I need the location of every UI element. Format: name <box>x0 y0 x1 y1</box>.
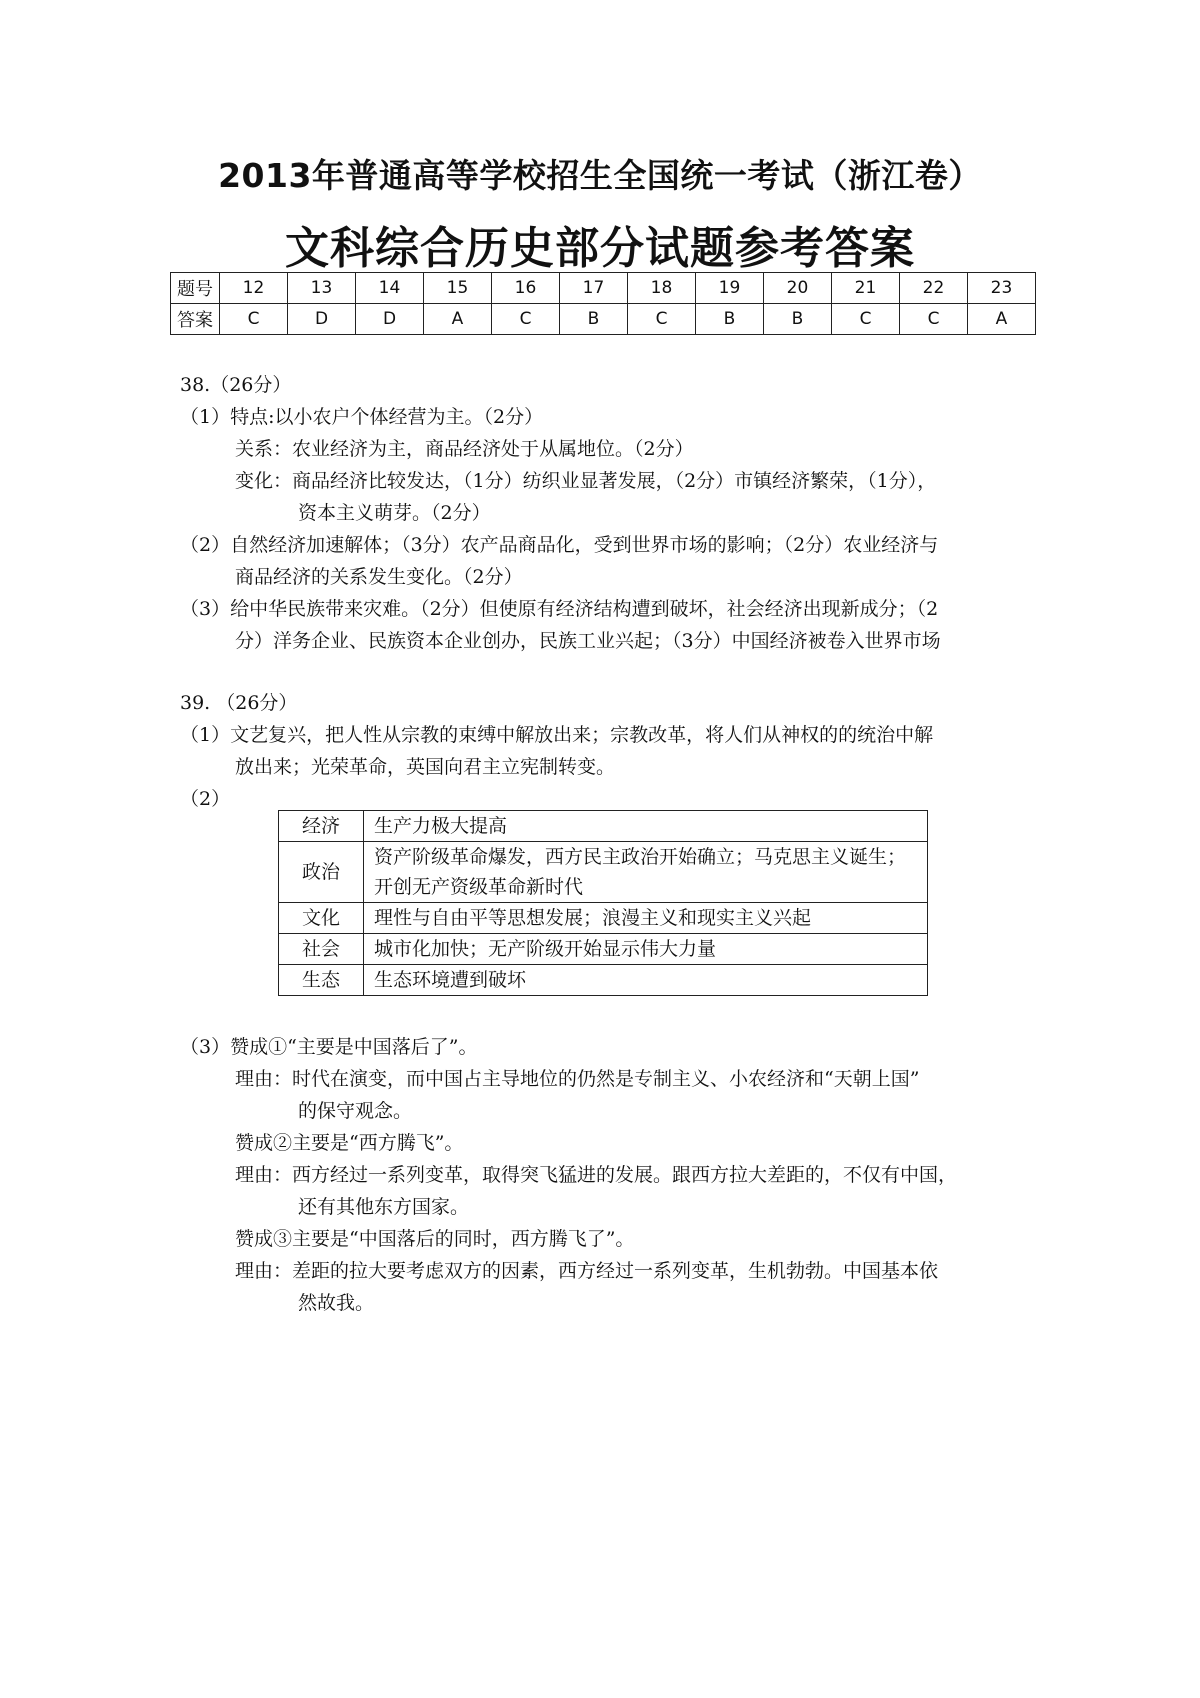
q38-line: （2）自然经济加速解体；（3分）农产品商品化，受到世界市场的影响；（2分）农业经济与 <box>180 534 939 556</box>
question-number-row <box>171 273 1036 304</box>
q38-line: 商品经济的关系发生变化。（2分） <box>235 566 523 588</box>
answer-cell: C <box>832 304 900 335</box>
summary-category: 经济 <box>279 811 364 842</box>
q39-part3-line: 理由：差距的拉大要考虑双方的因素，西方经过一系列变革，生机勃勃。中国基本依 <box>235 1260 939 1282</box>
question-number-cell: 13 <box>288 273 356 304</box>
q39-part2-label: （2） <box>180 788 231 810</box>
summary-content: 理性与自由平等思想发展；浪漫主义和现实主义兴起 <box>364 903 928 934</box>
summary-content: 生态环境遭到破坏 <box>364 965 928 996</box>
q39-part3-line: 赞成③主要是“中国落后的同时，西方腾飞了”。 <box>235 1228 635 1250</box>
answer-key-title: 文科综合历史部分试题参考答案 <box>285 223 915 274</box>
q39-part1-line: （1）文艺复兴，把人性从宗教的束缚中解放出来；宗教改革，将人们从神权的的统治中解 <box>180 724 934 746</box>
q39-part3-line: 理由：时代在演变，而中国占主导地位的仍然是专制主义、小农经济和“天朝上国” <box>235 1068 920 1090</box>
summary-category: 社会 <box>279 934 364 965</box>
question-number-cell: 14 <box>356 273 424 304</box>
summary-content: 生产力极大提高 <box>364 811 928 842</box>
exam-title: 2013年普通高等学校招生全国统一考试（浙江卷） <box>218 156 982 195</box>
q39-part3-line: 然故我。 <box>298 1292 375 1314</box>
answer-cell: B <box>764 304 832 335</box>
summary-row <box>279 903 928 934</box>
q39-part3-line: （3）赞成①“主要是中国落后了”。 <box>180 1036 478 1058</box>
q38-line: （3）给中华民族带来灾难。（2分）但使原有经济结构遭到破坏，社会经济出现新成分；（2 <box>180 598 939 620</box>
question-number-cell: 22 <box>900 273 968 304</box>
summary-content: 资产阶级革命爆发，西方民主政治开始确立；马克思主义诞生；开创无产资级革命新时代 <box>364 842 928 903</box>
q38-line: 分）洋务企业、民族资本企业创办，民族工业兴起；（3分）中国经济被卷入世界市场 <box>235 630 941 652</box>
question-number-cell: 23 <box>968 273 1036 304</box>
q39-heading: 39. （26分） <box>180 692 298 714</box>
q38-line: 资本主义萌芽。（2分） <box>298 502 491 524</box>
summary-row <box>279 965 928 996</box>
summary-row <box>279 934 928 965</box>
answer-cell: C <box>492 304 560 335</box>
summary-content: 城市化加快；无产阶级开始显示伟大力量 <box>364 934 928 965</box>
summary-category: 生态 <box>279 965 364 996</box>
q39-part3-line: 赞成②主要是“西方腾飞”。 <box>235 1132 464 1154</box>
western-change-summary-table <box>278 810 928 996</box>
summary-category: 文化 <box>279 903 364 934</box>
answer-cell: B <box>696 304 764 335</box>
q39-part1-line: 放出来；光荣革命，英国向君主立宪制转变。 <box>235 756 616 778</box>
answer-row <box>171 304 1036 335</box>
question-number-cell: 18 <box>628 273 696 304</box>
q39-part3-line: 理由：西方经过一系列变革，取得突飞猛进的发展。跟西方拉大差距的，不仅有中国， <box>235 1164 958 1186</box>
answer-cell: C <box>220 304 288 335</box>
question-number-cell: 12 <box>220 273 288 304</box>
answer-cell: D <box>288 304 356 335</box>
multiple-choice-answer-table <box>170 272 1036 335</box>
summary-row <box>279 842 928 903</box>
question-number-cell: 21 <box>832 273 900 304</box>
question-number-header: 题号 <box>171 273 220 304</box>
q38-heading: 38.（26分） <box>180 374 292 396</box>
answer-cell: C <box>628 304 696 335</box>
question-number-cell: 16 <box>492 273 560 304</box>
question-number-cell: 17 <box>560 273 628 304</box>
summary-category: 政治 <box>279 842 364 903</box>
answer-cell: C <box>900 304 968 335</box>
q39-part3-line: 还有其他东方国家。 <box>298 1196 470 1218</box>
question-number-cell: 15 <box>424 273 492 304</box>
answer-cell: B <box>560 304 628 335</box>
q38-line: 变化：商品经济比较发达，（1分）纺织业显著发展，（2分）市镇经济繁荣，（1分）， <box>235 470 937 492</box>
answer-header: 答案 <box>171 304 220 335</box>
q38-line: （1）特点:以小农户个体经营为主。（2分） <box>180 406 544 428</box>
question-number-cell: 20 <box>764 273 832 304</box>
answer-cell: A <box>424 304 492 335</box>
answer-cell: A <box>968 304 1036 335</box>
q38-line: 关系：农业经济为主，商品经济处于从属地位。（2分） <box>235 438 694 460</box>
question-number-cell: 19 <box>696 273 764 304</box>
answer-cell: D <box>356 304 424 335</box>
summary-row <box>279 811 928 842</box>
q39-part3-line: 的保守观念。 <box>298 1100 413 1122</box>
